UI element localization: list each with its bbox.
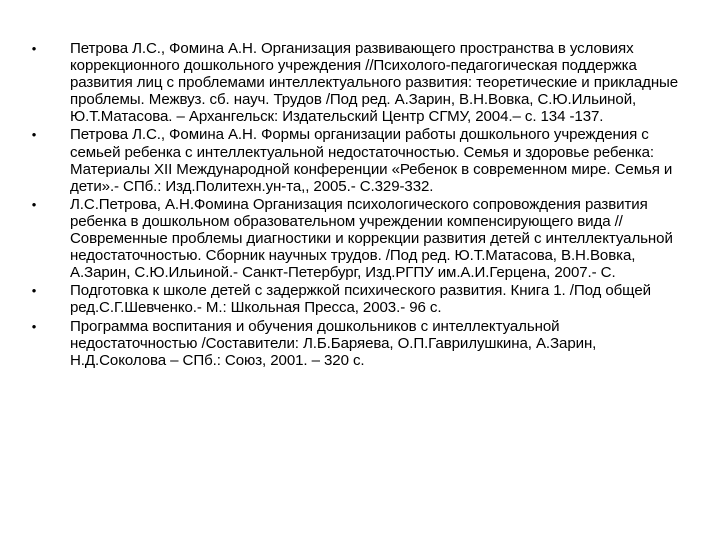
reference-text: Подготовка к школе детей с задержкой психического развития. Книга 1. /Под общей ред.С.Г.Шевченко.- М.: Школьная Пресса, 2003.- 96 с. [70,282,651,317]
bullet-icon: • [31,318,37,334]
reference-item [28,40,688,125]
reference-item [28,318,688,369]
bullet-icon: • [31,41,37,56]
bullet-icon: • [31,283,37,299]
reference-text: Л.С.Петрова, А.Н.Фомина Организация психологического сопровождения развития ребенка в дошкольном образовательном учреждении компенсирующего вида //Современные проблемы диагностики и коррекции развития детей с интеллектуальной недостаточностью. Сборник научных трудов. /Под ред. Ю.Т.Матасова, В.Н.Вовка, А.Зарин, С.Ю.Ильиной.- Санкт-Петербург, Изд.РГПУ им.А.И.Герцена, 2007.- С. [70,195,673,282]
reference-item [28,196,688,281]
reference-item [28,282,688,316]
reference-text: Петрова Л.С., Фомина А.Н. Формы организации работы дошкольного учреждения с семьей ребенка с интеллектуальной недостаточностью. Семья и здоровье ребенка: Материалы XII Международной конференции «Ребенок в современном мире. Семья и дети».- СПб.: Изд.Политехн.ун-та,, 2005.- С.329-332. [70,126,673,195]
bullet-icon: • [31,196,37,212]
reference-item [28,126,688,194]
reference-list [28,40,688,370]
bullet-icon: • [31,127,37,143]
reference-text: Петрова Л.С., Фомина А.Н. Организация развивающего пространства в условиях коррекционного дошкольного учреждения //Психолого-педагогическая поддержка развития лиц с проблемами интеллектуального развития: теоретические и прикладные проблемы. Межвуз. сб. науч. Трудов /Под ред. А.Зарин, В.Н.Вовка, С.Ю.Ильиной, Ю.Т.Матасова. – Архангельск: Издательский Центр СГМУ, 2004.– с. 134 -137. [70,40,679,126]
reference-text: Программа воспитания и обучения дошкольников с интеллектуальной недостаточностью /Составители: Л.Б.Баряева, О.П.Гаврилушкина, А.Зарин, Н.Д.Соколова – СПб.: Союз, 2001. – 320 с. [70,317,597,369]
